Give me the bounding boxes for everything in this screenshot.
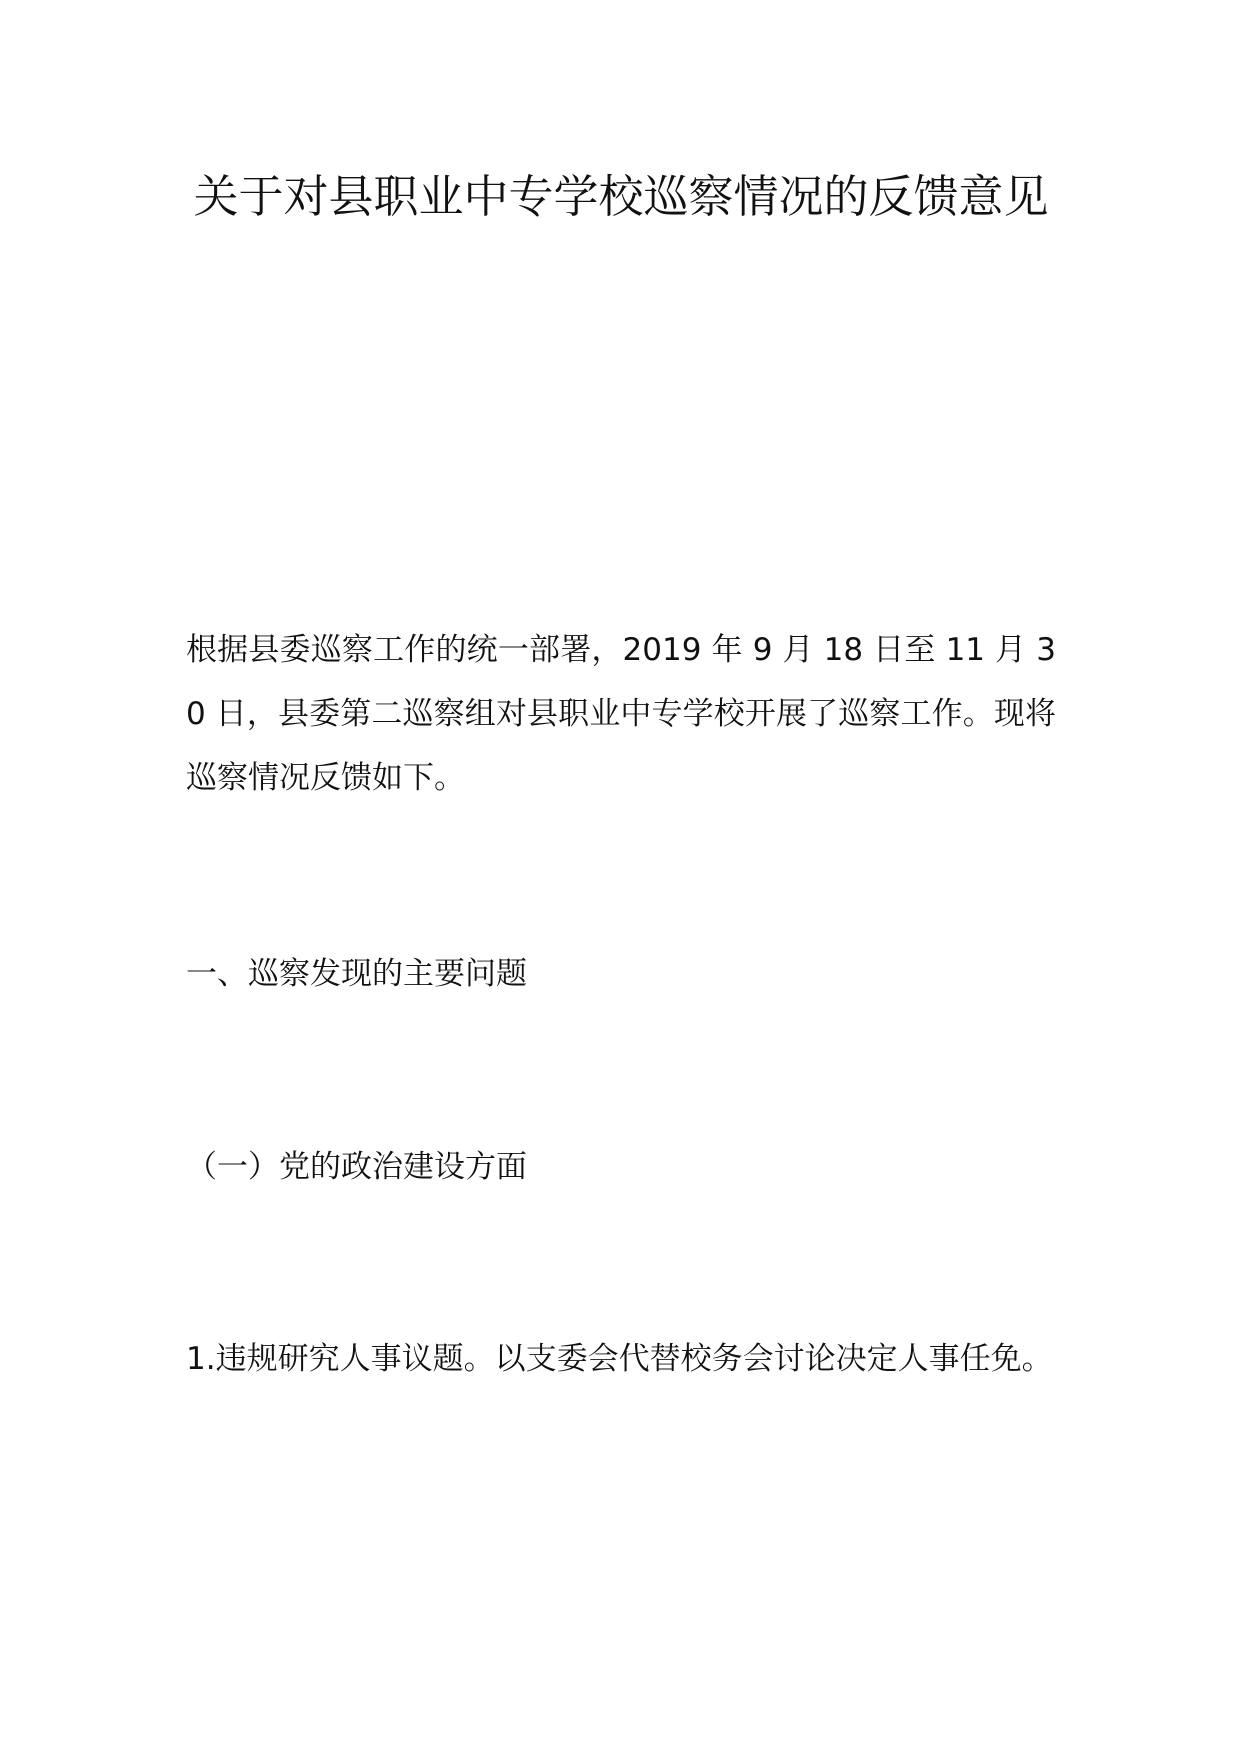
item-paragraph-1: 1.违规研究人事议题。以支委会代替校务会讨论决定人事任免。	[186, 1341, 1053, 1377]
subsection-heading-political-construction: （一）党的政治建设方面	[186, 1149, 527, 1185]
intro-paragraph: 根据县委巡察工作的统一部署，2019 年 9 月 18 日至 11 月 30 日，县委第二巡察组对县职业中专学校开展了巡察工作。现将巡察情况反馈如下。	[186, 632, 1056, 796]
document-title: 关于对县职业中专学校巡察情况的反馈意见	[193, 170, 1049, 223]
section-heading-main-issues: 一、巡察发现的主要问题	[186, 956, 527, 992]
